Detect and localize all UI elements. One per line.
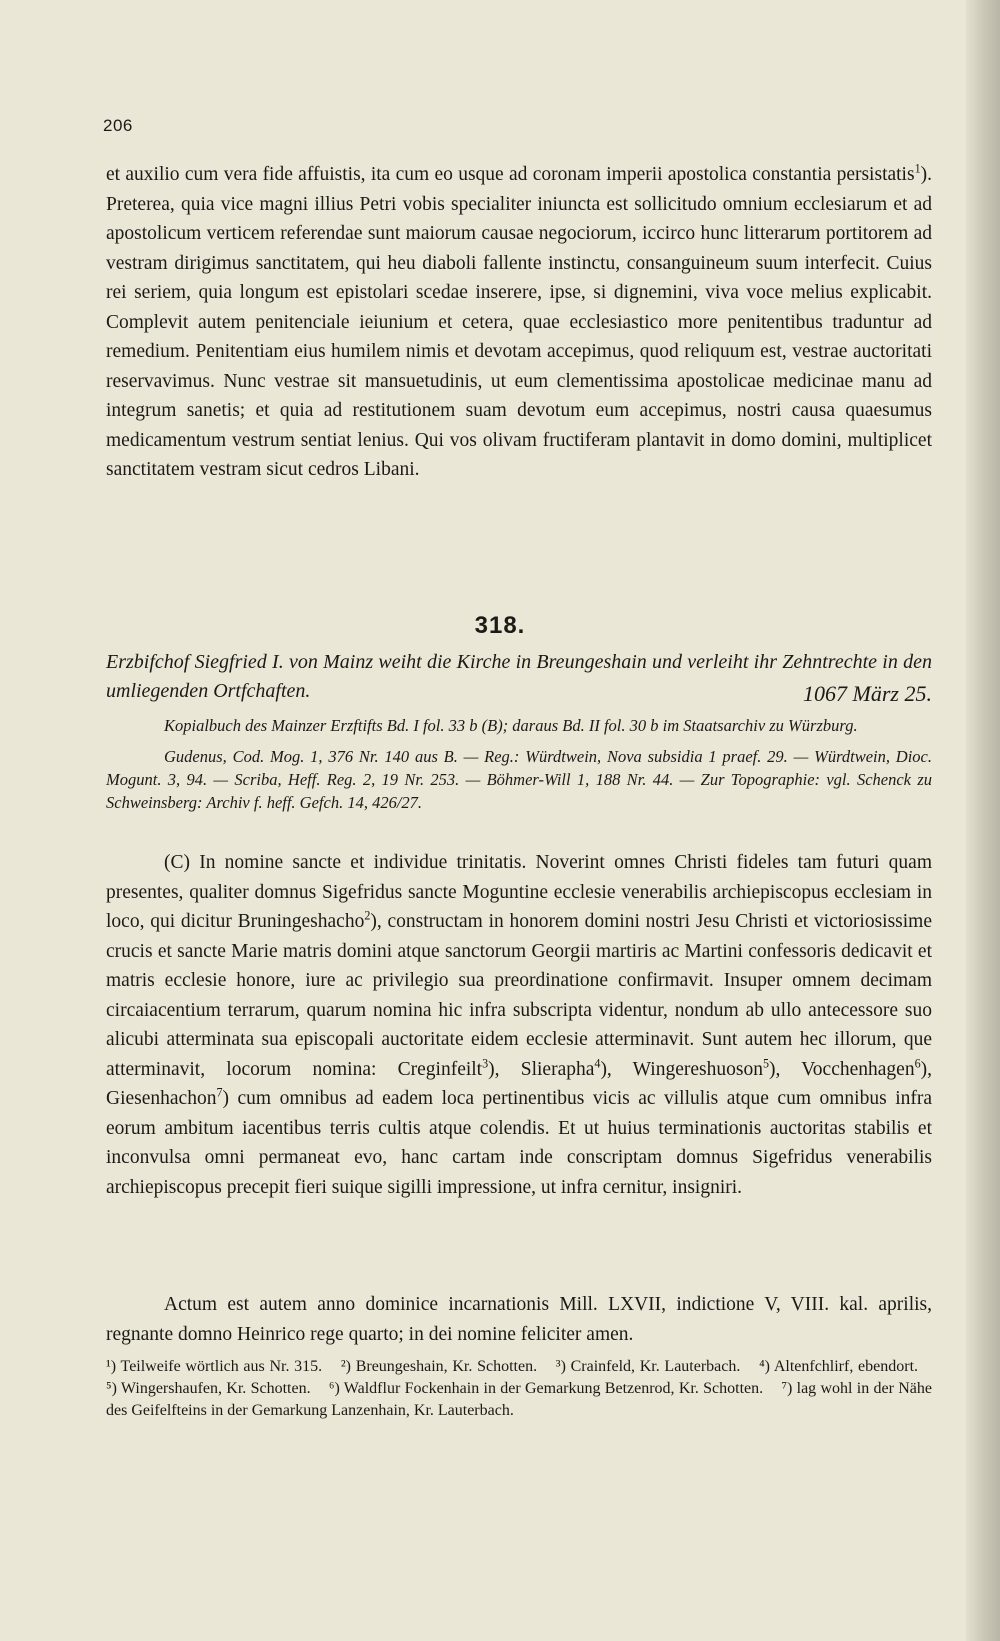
text-run: ). Preterea, quia vice magni illius Petri vobis specialiter iniuncta est sollicitudo omnium ecclesiarum et ad apostolicum verticem referendae sunt maiorum causae negociorum, iccirco hunc litterarum portitorem ad vestram dirigimus sanctitatem, qui heu diaboli fallente instinctu, consanguineum suum interfecit. Cuius rei seriem, quia longum est epistolari scedae inserere, ipse, si dignemini, viva voce melius explicabit. Complevit autem penitenciale ieiunium et cetera, quae ecclesiastico more penitentibus traduntur ad remedium. Penitentiam eius humilem nimis et devotam accepimus, quod reliquum est, vestrae auctoritati reservavimus. Nunc vestrae sit mansuetudinis, ut eum clementissima apostolicae medicinae manu ad integrum sanetis; et quia ad restitutionem suam devotum eum accepimus, nostri causa quaesumus medicamentum vestrum sentiat lenius. Qui vos olivam fructiferam plantavit in domo domini, multiplicet sanctitatem vestram sicut cedros Libani. [106, 164, 932, 480]
charter-paragraph [106, 848, 932, 1202]
footnote-ref: 2 [364, 908, 371, 923]
footnote: ²) Breungeshain, Kr. Schotten. [340, 1358, 538, 1375]
footnote-ref: 4 [594, 1056, 601, 1070]
text-run: ), constructam in honorem domini nostri Jesu Christi et victoriosissime crucis et sancte Marie matris domini atque sanctorum Georgii martiris ac Martini confessoris dedicavit et matris ecclesie honore, iure ac privilegio sua preordinatione confirmavit. Insuper omnem decimam circaiacentium terrarum, quarum nomina hic infra subscripta videntur, nondum ab ullo antecessore suo alicubi atterminata sua episcopali auctoritate eidem ecclesie atterminavit. Sunt autem hec illorum, que atterminavit, locorum nomina: Creginfeilt [106, 911, 932, 1080]
text-run: ), Wingereshuoson [600, 1058, 763, 1080]
actum-clause [106, 1290, 932, 1349]
text-run: et auxilio cum vera fide affuistis, ita cum eo usque ad coronam imperii apostolica constantia persistatis [106, 164, 915, 185]
source-notes [106, 714, 932, 814]
footnote-ref: 5 [762, 1056, 769, 1070]
page-edge-shadow [966, 0, 1000, 1641]
text-run: ), Slieraphа [488, 1058, 595, 1080]
footnote-ref: 7 [216, 1085, 223, 1100]
regest-text: Erzbifchof Siegfried I. von Mainz weiht die Kirche in Breungeshain und verleiht ihr Zehntrechte in den umliegenden Ortfchaften. [106, 651, 932, 702]
page-number: 206 [103, 116, 133, 135]
source-editions: Gudenus, Cod. Mog. 1, 376 Nr. 140 aus B. — Reg.: Würdtwein, Nova subsidia 1 praef. 29. — Würdtwein, Dioc. Mogunt. 3, 94. — Scriba, Heff. Reg. 2, 19 Nr. 253. — Böhmer-Will 1, 188 Nr. 44. — Zur Topographie: vgl. Schenck zu Schweinsberg: Archiv f. heff. Gefch. 14, 426/27. [106, 747, 932, 812]
actum-paragraph: Actum est autem anno dominice incarnationis Mill. LXVII, indictione V, VIII. kal. aprilis, regnante domno Heinrico rege quarto; in dei nomine feliciter amen. [106, 1294, 932, 1345]
footnote: ⁷) lag wohl in der Nähe des Geifelfteins in der Gemarkung Lanzenhain, Kr. Lauterbach. [106, 1380, 932, 1419]
text-run: ), Vocchenhagen [769, 1058, 915, 1080]
footnote-ref: 1 [914, 161, 921, 176]
charter-text [106, 848, 932, 1202]
footnote: ⁴) Altenfchlirf, ebendort. [759, 1358, 919, 1375]
previous-letter-paragraph [106, 160, 932, 485]
previous-letter-text [106, 160, 932, 485]
footnote: ⁵) Wingershaufen, Kr. Schotten. [106, 1380, 311, 1397]
regest [106, 648, 932, 708]
footnote-ref: 3 [482, 1056, 489, 1070]
footnote: ⁶) Waldflur Fockenhain in der Gemarkung Betzenrod, Kr. Schotten. [328, 1380, 764, 1397]
document-number: 318. [474, 612, 526, 639]
text-run: ), Giesenhachon [106, 1058, 932, 1109]
source-manuscript: Kopialbuch des Mainzer Erzftifts Bd. I fol. 33 b (B); daraus Bd. II fol. 30 b im Staatsarchiv zu Würzburg. [164, 716, 858, 735]
footnote-ref: 6 [914, 1056, 921, 1070]
footnote: ¹) Teilweife wörtlich aus Nr. 315. [106, 1358, 323, 1375]
document-date: 1067 März 25. [803, 681, 932, 706]
footnote: ³) Crainfeld, Kr. Lauterbach. [555, 1358, 741, 1375]
text-run: ) cum omnibus ad eadem loca pertinentibus vicis ac villulis atque cum omnibus infra eorum ambitum iacentibus terris cultis atque colendis. Et ut huius terminationis auctoritas stabilis et inconvulsa omni permaneat evo, hanc cartam inde conscriptam domnus Sigefridus venerabilis archiepiscopus precepit fieri suique sigilli impressione, ut infra cernitur, insigniri. [106, 1088, 932, 1198]
text-run: (C) In nomine sancte et individue trinitatis. Noverint omnes Christi fideles tam futuri quam presentes, qualiter domnus Sigefridus sancte Moguntine ecclesie venerabilis archiepiscopus ecclesiam in loco, qui dicitur Bruningeshacho [106, 852, 932, 932]
footnotes [106, 1356, 932, 1422]
